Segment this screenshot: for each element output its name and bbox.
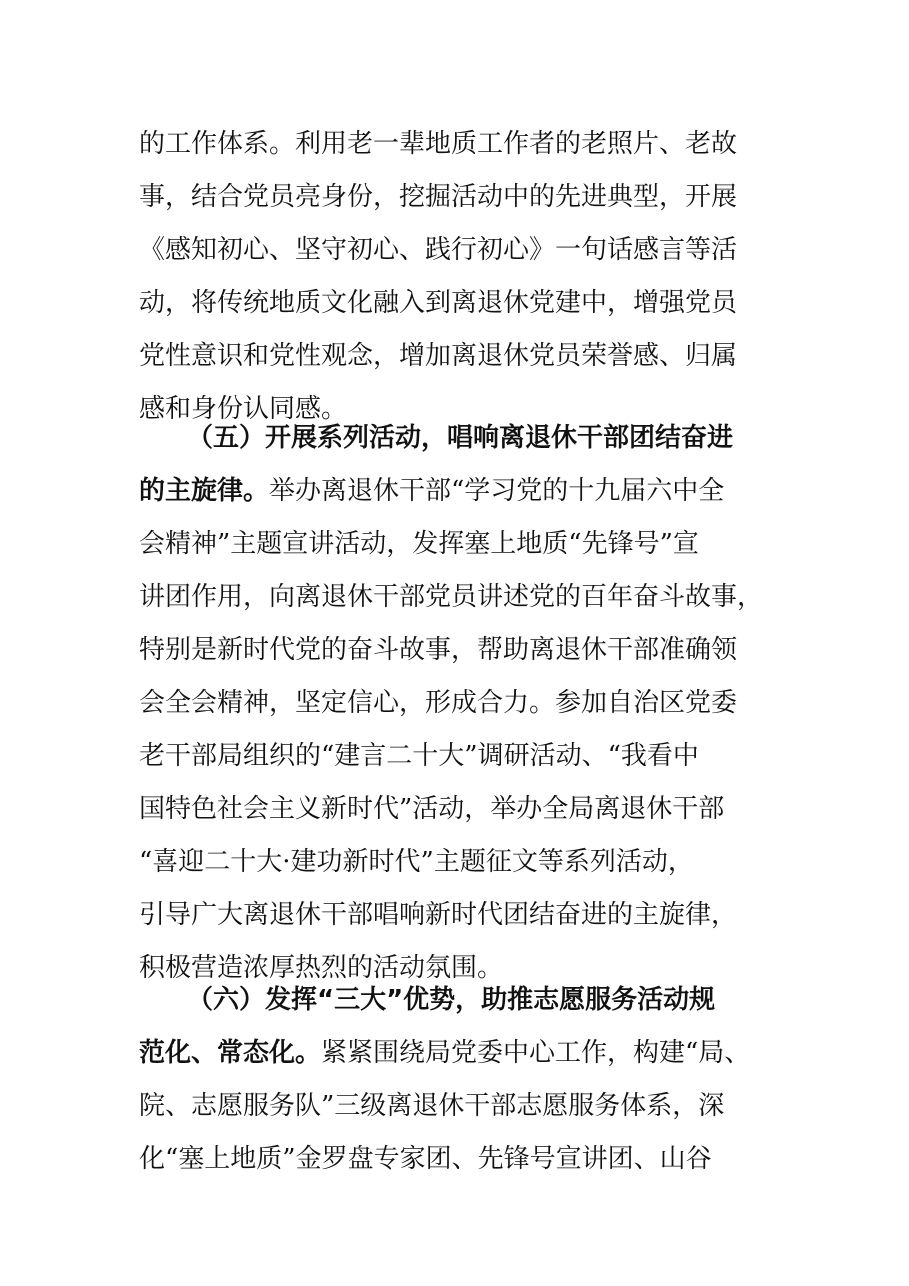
body-text: 国特色社会主义新时代”活动，举办全局离退休干部 (139, 794, 725, 824)
body-text: 举办离退休干部“学习党的十九届六中全 (269, 476, 725, 506)
body-text: 引导广大离退休干部唱响新时代团结奋进的主旋律， (139, 900, 738, 930)
text-line (139, 283, 737, 323)
text-line (139, 124, 737, 164)
text-line (139, 336, 737, 376)
text-line (139, 630, 737, 670)
body-text: 化“塞上地质”金罗盘专家团、先锋号宣讲团、山谷 (139, 1144, 712, 1174)
text-line (139, 1139, 712, 1179)
text-line (139, 524, 699, 564)
body-text: 特别是新时代党的奋斗故事，帮助离退休干部准确领 (139, 635, 738, 665)
bold-heading-text: （六）发挥“三大”优势，助推志愿服务活动规 (187, 985, 716, 1015)
text-line (139, 842, 694, 882)
body-text: 的工作体系。利用老一辈地质工作者的老照片、老故 (139, 129, 738, 159)
body-text: 事，结合党员亮身份，挖掘活动中的先进典型，开展 (139, 182, 738, 212)
text-line (139, 577, 763, 617)
body-text: 讲团作用，向离退休干部党员讲述党的百年奋斗故事， (139, 582, 764, 612)
bold-heading-text: 范化、常态化。 (139, 1038, 322, 1068)
text-line (139, 230, 737, 270)
body-text: 紧紧围绕局党委中心工作，构建“局、 (321, 1038, 751, 1068)
text-line (139, 683, 737, 723)
text-line (139, 736, 699, 776)
text-line (139, 1086, 724, 1126)
text-line (139, 1033, 750, 1073)
text-line (139, 177, 737, 217)
bold-heading-text: 的主旋律。 (139, 476, 270, 506)
text-line (187, 418, 733, 458)
body-text: 会全会精神，坚定信心，形成合力。参加自治区党委 (139, 688, 738, 718)
body-text: 感和身份认同感。 (139, 394, 348, 424)
body-text: “喜迎二十大·建功新时代”主题征文等系列活动， (139, 847, 694, 877)
body-text: 老干部局组织的“建言二十大”调研活动、“我看中 (139, 741, 699, 771)
text-line (139, 471, 724, 511)
body-text: 党性意识和党性观念，增加离退休党员荣誉感、归属 (139, 341, 738, 371)
body-text: 动，将传统地质文化融入到离退休党建中，增强党员 (139, 288, 738, 318)
body-text: 院、志愿服务队”三级离退休干部志愿服务体系，深 (139, 1091, 725, 1121)
text-line (139, 895, 737, 935)
text-line (139, 789, 724, 829)
body-text: 会精神”主题宣讲活动，发挥塞上地质“先锋号”宣 (139, 529, 699, 559)
body-text: 《感知初心、坚守初心、践行初心》一句话感言等活 (139, 235, 738, 265)
body-text: 积极营造浓厚热烈的活动氛围。 (139, 953, 504, 983)
bold-heading-text: （五）开展系列活动，唱响离退休干部团结奋进 (187, 423, 734, 453)
text-line (187, 980, 715, 1020)
